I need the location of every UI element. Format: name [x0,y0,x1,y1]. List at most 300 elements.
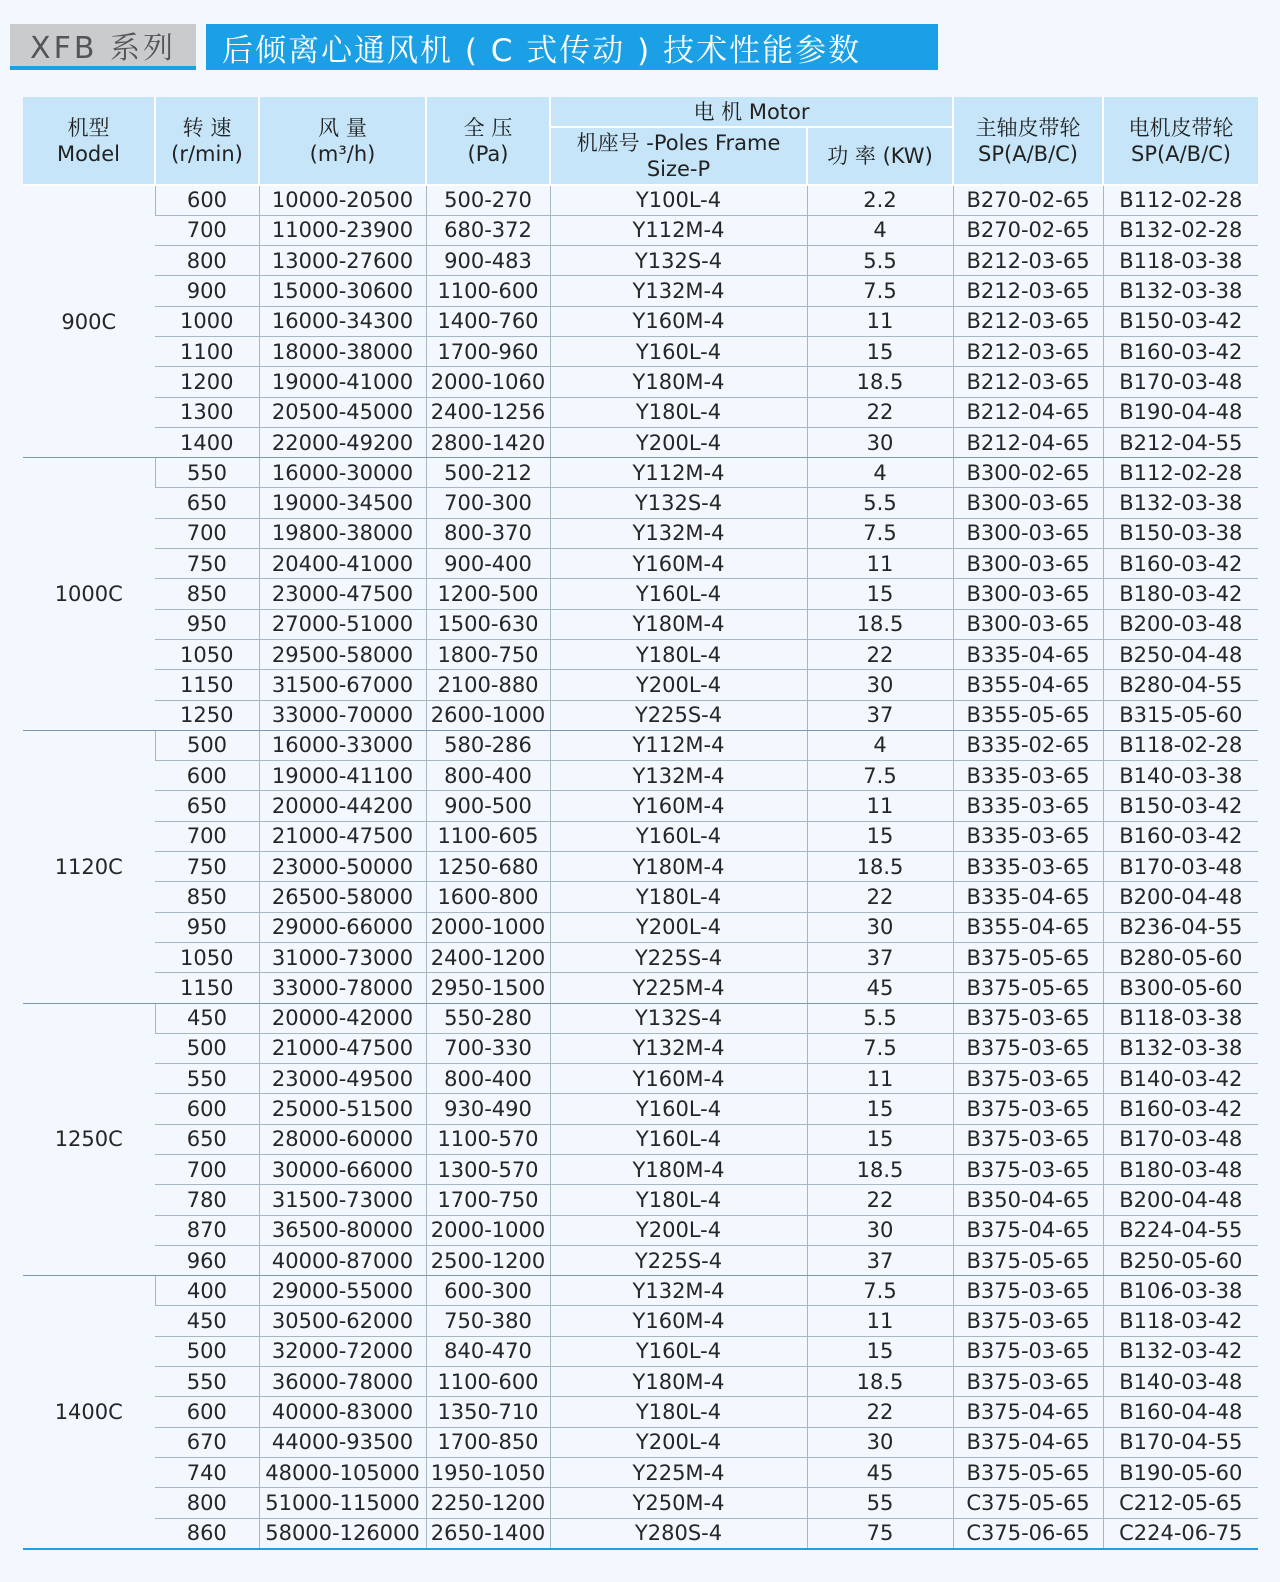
header-pressure: 全 压 (Pa) [426,97,550,185]
power-cell: 18.5 [807,367,953,397]
power-cell: 18.5 [807,852,953,882]
table-row [23,609,1258,639]
airflow-cell: 29500-58000 [259,639,426,669]
frame-cell: Y160M-4 [550,306,807,336]
title-underline [10,66,196,70]
table-row [23,1427,1258,1457]
main-pulley-cell: B300-02-65 [953,458,1103,488]
motor-pulley-cell: B118-03-38 [1103,1003,1258,1033]
power-cell: 22 [807,882,953,912]
table-row [23,1397,1258,1427]
speed-cell: 670 [155,1427,259,1457]
main-pulley-cell: B375-03-65 [953,1094,1103,1124]
speed-cell: 500 [155,1033,259,1063]
table-row [23,1336,1258,1366]
pressure-cell: 2950-1500 [426,973,550,1003]
power-cell: 7.5 [807,1033,953,1063]
motor-pulley-cell: B180-03-48 [1103,1155,1258,1185]
table-row [23,1124,1258,1154]
power-cell: 18.5 [807,1155,953,1185]
airflow-cell: 16000-34300 [259,306,426,336]
speed-cell: 740 [155,1457,259,1487]
motor-pulley-cell: B132-02-28 [1103,215,1258,245]
table-row [23,1276,1258,1306]
power-cell: 15 [807,579,953,609]
speed-cell: 950 [155,609,259,639]
power-cell: 4 [807,730,953,760]
table-row [23,306,1258,336]
frame-cell: Y132S-4 [550,488,807,518]
pressure-cell: 800-400 [426,1064,550,1094]
power-cell: 55 [807,1488,953,1518]
pressure-cell: 1500-630 [426,609,550,639]
pressure-cell: 1100-605 [426,821,550,851]
main-pulley-cell: B300-03-65 [953,549,1103,579]
table-row [23,1033,1258,1063]
speed-cell: 960 [155,1245,259,1275]
power-cell: 37 [807,700,953,730]
speed-cell: 700 [155,215,259,245]
speed-cell: 600 [155,761,259,791]
speed-cell: 1000 [155,306,259,336]
frame-cell: Y132M-4 [550,761,807,791]
main-pulley-cell: B355-04-65 [953,912,1103,942]
power-cell: 4 [807,215,953,245]
speed-cell: 1150 [155,973,259,1003]
frame-cell: Y180M-4 [550,367,807,397]
table-row [23,912,1258,942]
main-pulley-cell: B212-03-65 [953,306,1103,336]
power-cell: 15 [807,1094,953,1124]
frame-cell: Y132S-4 [550,246,807,276]
main-pulley-cell: B375-03-65 [953,1003,1103,1033]
motor-pulley-cell: B190-05-60 [1103,1457,1258,1487]
motor-pulley-cell: B212-04-55 [1103,427,1258,457]
frame-cell: Y200L-4 [550,1427,807,1457]
motor-pulley-cell: B160-03-42 [1103,1094,1258,1124]
header-speed: 转 速 (r/min) [155,97,259,185]
table-row [23,427,1258,457]
airflow-cell: 20500-45000 [259,397,426,427]
main-pulley-cell: C375-05-65 [953,1488,1103,1518]
main-pulley-cell: B270-02-65 [953,185,1103,215]
series-tag: XFB 系列 [10,24,196,66]
main-pulley-cell: B375-03-65 [953,1033,1103,1063]
model-cell: 1400C [23,1276,155,1549]
frame-cell: Y200L-4 [550,670,807,700]
main-pulley-cell: B300-03-65 [953,609,1103,639]
frame-cell: Y112M-4 [550,458,807,488]
speed-cell: 650 [155,791,259,821]
speed-cell: 1050 [155,639,259,669]
main-pulley-cell: B375-03-65 [953,1124,1103,1154]
airflow-cell: 16000-30000 [259,458,426,488]
speed-cell: 860 [155,1518,259,1548]
power-cell: 22 [807,639,953,669]
pressure-cell: 700-330 [426,1033,550,1063]
main-pulley-cell: B375-04-65 [953,1427,1103,1457]
frame-cell: Y100L-4 [550,185,807,215]
pressure-cell: 1100-600 [426,1367,550,1397]
frame-cell: Y180M-4 [550,1367,807,1397]
main-pulley-cell: B212-03-65 [953,367,1103,397]
motor-pulley-cell: B132-03-38 [1103,276,1258,306]
bottom-rule [23,1548,1258,1550]
power-cell: 7.5 [807,1276,953,1306]
pressure-cell: 930-490 [426,1094,550,1124]
speed-cell: 900 [155,276,259,306]
table-row [23,730,1258,760]
pressure-cell: 800-400 [426,761,550,791]
main-pulley-cell: B355-04-65 [953,670,1103,700]
main-pulley-cell: B375-05-65 [953,1457,1103,1487]
airflow-cell: 40000-83000 [259,1397,426,1427]
main-pulley-cell: C375-06-65 [953,1518,1103,1548]
frame-cell: Y280S-4 [550,1518,807,1548]
table-row [23,973,1258,1003]
motor-pulley-cell: C224-06-75 [1103,1518,1258,1548]
airflow-cell: 31000-73000 [259,942,426,972]
main-pulley-cell: B335-02-65 [953,730,1103,760]
table-row [23,1003,1258,1033]
airflow-cell: 19000-34500 [259,488,426,518]
speed-cell: 700 [155,518,259,548]
frame-cell: Y200L-4 [550,427,807,457]
table-row [23,367,1258,397]
table-row [23,215,1258,245]
pressure-cell: 700-300 [426,488,550,518]
pressure-cell: 1950-1050 [426,1457,550,1487]
pressure-cell: 500-212 [426,458,550,488]
table-row [23,791,1258,821]
power-cell: 18.5 [807,1367,953,1397]
table-row [23,458,1258,488]
motor-pulley-cell: B160-03-42 [1103,549,1258,579]
motor-pulley-cell: B150-03-42 [1103,306,1258,336]
model-cell: 1120C [23,730,155,1003]
airflow-cell: 29000-55000 [259,1276,426,1306]
table-row [23,1367,1258,1397]
motor-pulley-cell: B132-03-42 [1103,1336,1258,1366]
table-row [23,852,1258,882]
table-row [23,670,1258,700]
header-airflow: 风 量 (m³/h) [259,97,426,185]
table-row [23,761,1258,791]
motor-pulley-cell: B315-05-60 [1103,700,1258,730]
speed-cell: 1050 [155,942,259,972]
pressure-cell: 1800-750 [426,639,550,669]
airflow-cell: 36500-80000 [259,1215,426,1245]
airflow-cell: 26500-58000 [259,882,426,912]
main-pulley-cell: B375-05-65 [953,1245,1103,1275]
main-pulley-cell: B375-03-65 [953,1367,1103,1397]
table-row [23,1457,1258,1487]
pressure-cell: 1700-850 [426,1427,550,1457]
main-pulley-cell: B355-05-65 [953,700,1103,730]
power-cell: 45 [807,1457,953,1487]
main-pulley-cell: B212-03-65 [953,246,1103,276]
pressure-cell: 2000-1060 [426,367,550,397]
table-row [23,579,1258,609]
power-cell: 30 [807,1427,953,1457]
power-cell: 7.5 [807,518,953,548]
main-pulley-cell: B350-04-65 [953,1185,1103,1215]
frame-cell: Y132M-4 [550,276,807,306]
motor-pulley-cell: B250-04-48 [1103,639,1258,669]
speed-cell: 450 [155,1003,259,1033]
power-cell: 5.5 [807,246,953,276]
motor-pulley-cell: B190-04-48 [1103,397,1258,427]
motor-pulley-cell: B112-02-28 [1103,458,1258,488]
airflow-cell: 58000-126000 [259,1518,426,1548]
airflow-cell: 36000-78000 [259,1367,426,1397]
pressure-cell: 2400-1200 [426,942,550,972]
frame-cell: Y132M-4 [550,1033,807,1063]
pressure-cell: 2600-1000 [426,700,550,730]
speed-cell: 700 [155,1155,259,1185]
speed-cell: 500 [155,730,259,760]
airflow-cell: 40000-87000 [259,1245,426,1275]
airflow-cell: 11000-23900 [259,215,426,245]
power-cell: 5.5 [807,488,953,518]
motor-pulley-cell: B224-04-55 [1103,1215,1258,1245]
motor-pulley-cell: B160-03-42 [1103,821,1258,851]
frame-cell: Y180L-4 [550,639,807,669]
pressure-cell: 550-280 [426,1003,550,1033]
airflow-cell: 20400-41000 [259,549,426,579]
main-pulley-cell: B335-03-65 [953,791,1103,821]
airflow-cell: 30500-62000 [259,1306,426,1336]
header-motor-pulley: 电机皮带轮 SP(A/B/C) [1103,97,1258,185]
frame-cell: Y225S-4 [550,700,807,730]
pressure-cell: 1100-570 [426,1124,550,1154]
power-cell: 18.5 [807,609,953,639]
header-motor: 电 机 Motor [550,97,953,127]
pressure-cell: 1600-800 [426,882,550,912]
airflow-cell: 33000-70000 [259,700,426,730]
main-pulley-cell: B375-03-65 [953,1306,1103,1336]
motor-pulley-cell: B160-04-48 [1103,1397,1258,1427]
speed-cell: 500 [155,1336,259,1366]
header-main-pulley: 主轴皮带轮 SP(A/B/C) [953,97,1103,185]
power-cell: 5.5 [807,1003,953,1033]
speed-cell: 870 [155,1215,259,1245]
airflow-cell: 19000-41000 [259,367,426,397]
pressure-cell: 1700-960 [426,336,550,366]
speed-cell: 1400 [155,427,259,457]
frame-cell: Y132S-4 [550,1003,807,1033]
main-pulley-cell: B375-05-65 [953,942,1103,972]
main-pulley-cell: B212-03-65 [953,276,1103,306]
frame-cell: Y225S-4 [550,942,807,972]
motor-pulley-cell: B170-03-48 [1103,367,1258,397]
motor-pulley-cell: B118-03-38 [1103,246,1258,276]
power-cell: 37 [807,1245,953,1275]
pressure-cell: 580-286 [426,730,550,760]
power-cell: 2.2 [807,185,953,215]
main-pulley-cell: B300-03-65 [953,518,1103,548]
pressure-cell: 1400-760 [426,306,550,336]
page-title: 后倾离心通风机 ( C 式传动 ) 技术性能参数 [206,24,938,70]
airflow-cell: 30000-66000 [259,1155,426,1185]
motor-pulley-cell: B140-03-38 [1103,761,1258,791]
table-row [23,397,1258,427]
power-cell: 37 [807,942,953,972]
pressure-cell: 2800-1420 [426,427,550,457]
airflow-cell: 10000-20500 [259,185,426,215]
main-pulley-cell: B212-04-65 [953,427,1103,457]
table-row [23,1488,1258,1518]
pressure-cell: 600-300 [426,1276,550,1306]
power-cell: 15 [807,821,953,851]
airflow-cell: 21000-47500 [259,821,426,851]
main-pulley-cell: B375-04-65 [953,1215,1103,1245]
main-pulley-cell: B375-04-65 [953,1397,1103,1427]
speed-cell: 700 [155,821,259,851]
frame-cell: Y180L-4 [550,1397,807,1427]
motor-pulley-cell: B160-03-42 [1103,336,1258,366]
performance-table [23,97,1258,1549]
power-cell: 30 [807,670,953,700]
power-cell: 30 [807,1215,953,1245]
pressure-cell: 900-483 [426,246,550,276]
motor-pulley-cell: B132-03-38 [1103,1033,1258,1063]
airflow-cell: 22000-49200 [259,427,426,457]
airflow-cell: 19800-38000 [259,518,426,548]
speed-cell: 1150 [155,670,259,700]
pressure-cell: 2400-1256 [426,397,550,427]
airflow-cell: 13000-27600 [259,246,426,276]
power-cell: 22 [807,397,953,427]
motor-pulley-cell: B280-05-60 [1103,942,1258,972]
frame-cell: Y180M-4 [550,609,807,639]
frame-cell: Y132M-4 [550,1276,807,1306]
airflow-cell: 21000-47500 [259,1033,426,1063]
motor-pulley-cell: C212-05-65 [1103,1488,1258,1518]
speed-cell: 1300 [155,397,259,427]
power-cell: 7.5 [807,761,953,791]
speed-cell: 750 [155,852,259,882]
motor-pulley-cell: B106-03-38 [1103,1276,1258,1306]
model-cell: 1250C [23,1003,155,1276]
speed-cell: 800 [155,246,259,276]
header-frame: 机座号 -Poles Frame Size-P [550,127,807,185]
airflow-cell: 16000-33000 [259,730,426,760]
motor-pulley-cell: B236-04-55 [1103,912,1258,942]
airflow-cell: 20000-42000 [259,1003,426,1033]
frame-cell: Y160L-4 [550,821,807,851]
speed-cell: 450 [155,1306,259,1336]
power-cell: 11 [807,549,953,579]
power-cell: 11 [807,1306,953,1336]
table-row [23,1155,1258,1185]
speed-cell: 550 [155,458,259,488]
table-row [23,518,1258,548]
pressure-cell: 2000-1000 [426,1215,550,1245]
airflow-cell: 15000-30600 [259,276,426,306]
power-cell: 15 [807,336,953,366]
table-row [23,1215,1258,1245]
airflow-cell: 51000-115000 [259,1488,426,1518]
frame-cell: Y160M-4 [550,549,807,579]
motor-pulley-cell: B140-03-42 [1103,1064,1258,1094]
airflow-cell: 31500-67000 [259,670,426,700]
speed-cell: 800 [155,1488,259,1518]
model-cell: 900C [23,185,155,458]
speed-cell: 650 [155,488,259,518]
speed-cell: 1100 [155,336,259,366]
frame-cell: Y160L-4 [550,336,807,366]
table-row [23,1518,1258,1548]
pressure-cell: 900-500 [426,791,550,821]
main-pulley-cell: B270-02-65 [953,215,1103,245]
table-row [23,185,1258,215]
pressure-cell: 680-372 [426,215,550,245]
frame-cell: Y225S-4 [550,1245,807,1275]
power-cell: 15 [807,1336,953,1366]
speed-cell: 850 [155,579,259,609]
frame-cell: Y200L-4 [550,912,807,942]
table-row [23,1245,1258,1275]
motor-pulley-cell: B112-02-28 [1103,185,1258,215]
speed-cell: 550 [155,1064,259,1094]
speed-cell: 400 [155,1276,259,1306]
pressure-cell: 840-470 [426,1336,550,1366]
table-row [23,336,1258,366]
frame-cell: Y180M-4 [550,852,807,882]
main-pulley-cell: B375-05-65 [953,973,1103,1003]
frame-cell: Y132M-4 [550,518,807,548]
speed-cell: 600 [155,1094,259,1124]
main-pulley-cell: B375-03-65 [953,1064,1103,1094]
pressure-cell: 2250-1200 [426,1488,550,1518]
speed-cell: 650 [155,1124,259,1154]
table-row [23,639,1258,669]
pressure-cell: 2000-1000 [426,912,550,942]
speed-cell: 850 [155,882,259,912]
airflow-cell: 48000-105000 [259,1457,426,1487]
motor-pulley-cell: B170-03-48 [1103,852,1258,882]
frame-cell: Y160M-4 [550,1064,807,1094]
pressure-cell: 500-270 [426,185,550,215]
motor-pulley-cell: B150-03-38 [1103,518,1258,548]
frame-cell: Y180L-4 [550,397,807,427]
airflow-cell: 18000-38000 [259,336,426,366]
frame-cell: Y180M-4 [550,1155,807,1185]
main-pulley-cell: B335-04-65 [953,882,1103,912]
table-row [23,549,1258,579]
main-pulley-cell: B335-03-65 [953,761,1103,791]
motor-pulley-cell: B200-04-48 [1103,1185,1258,1215]
power-cell: 30 [807,912,953,942]
table-row [23,276,1258,306]
pressure-cell: 1250-680 [426,852,550,882]
motor-pulley-cell: B140-03-48 [1103,1367,1258,1397]
frame-cell: Y160L-4 [550,1094,807,1124]
airflow-cell: 25000-51500 [259,1094,426,1124]
power-cell: 11 [807,1064,953,1094]
title-bar [10,24,938,70]
header-model: 机型 Model [23,97,155,185]
motor-pulley-cell: B180-03-42 [1103,579,1258,609]
motor-pulley-cell: B118-03-42 [1103,1306,1258,1336]
motor-pulley-cell: B280-04-55 [1103,670,1258,700]
frame-cell: Y180L-4 [550,1185,807,1215]
motor-pulley-cell: B170-04-55 [1103,1427,1258,1457]
airflow-cell: 19000-41100 [259,761,426,791]
table-row [23,1064,1258,1094]
speed-cell: 950 [155,912,259,942]
